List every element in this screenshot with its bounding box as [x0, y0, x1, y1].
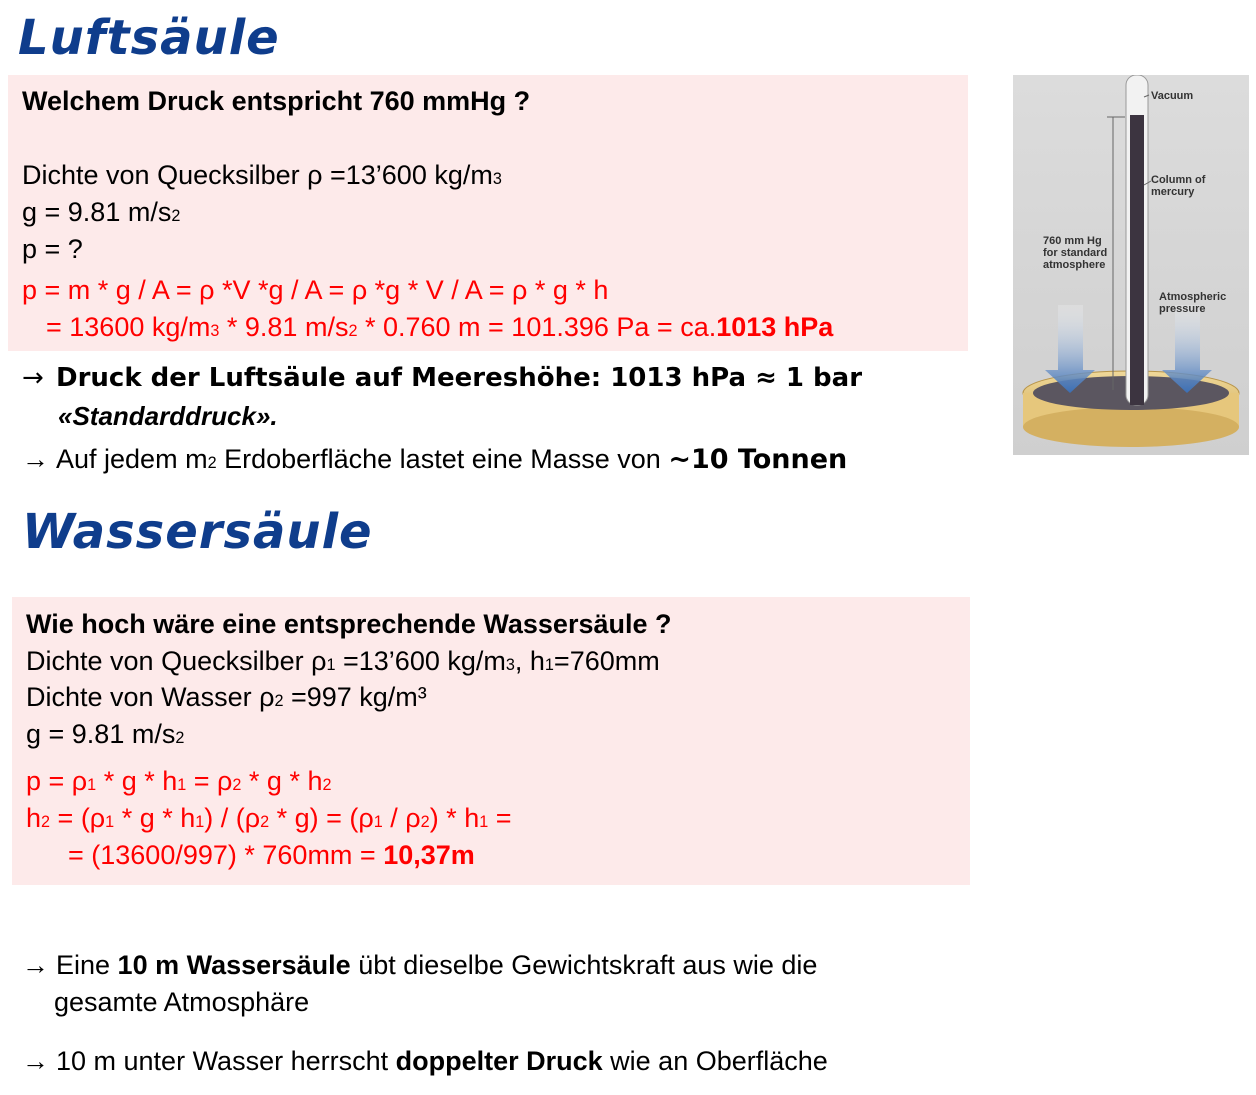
heading-wassersaeule: Wassersäule — [22, 504, 373, 560]
arrow-icon: → — [22, 444, 49, 474]
pressure-calculation: = 13600 $kg/m^3 * 9.81$ $m/s^2 * 0.760$ m = 101.396 Pa = ca.1013 hPa — [46, 312, 834, 342]
arrow-icon: → — [22, 950, 49, 980]
label-column-of-mercury: Column of mercury — [1151, 174, 1206, 198]
arrow-icon: → — [22, 1046, 49, 1076]
luftsaeule-calc-box — [8, 75, 968, 351]
mercury-density: Dichte von Quecksilber ρ =13’600 $kg/m^3$ — [22, 160, 502, 190]
h2-result: = (13600/997) * 760mm = 10,37m — [68, 840, 475, 870]
gravity-value: g = 9.81 $m/s^2$ — [22, 197, 181, 227]
label-atmospheric-pressure: Atmospheric pressure — [1159, 291, 1227, 315]
bullet-ten-tonnes: → Auf jedem $m^2$ Erdoberfläche lastet eine Masse von ~10 Tonnen — [22, 441, 847, 478]
bullet-double-pressure: → 10 m unter Wasser herrscht doppelter Druck wie an Oberfläche — [22, 1043, 828, 1079]
mercury-density-h1: Dichte von Quecksilber $\rho_1$ =13’600 $kg/m^3$, $h_1=760mm$ — [26, 646, 660, 676]
pressure-equality: $p = \rho_1 * g * h_1 = \rho_2 * g * h_2$ — [26, 766, 332, 796]
question-760mmhg: Welchem Druck entspricht 760 mmHg ? — [22, 86, 531, 116]
bullet-standard-pressure: → Druck der Luftsäule auf Meereshöhe: 1013 hPa ≈ 1 bar — [22, 360, 862, 396]
label-vacuum: Vacuum — [1151, 90, 1194, 102]
wassersaeule-calc-box — [12, 597, 970, 885]
heading-luftsaeule: Luftsäule — [18, 10, 280, 66]
standarddruck-label: «Standarddruck». — [58, 401, 278, 431]
bullet-water-column-weight: → Eine 10 m Wassersäule übt dieselbe Gewichtskraft aus wie die — [22, 947, 817, 983]
water-density: Dichte von Wasser $\rho_2 =997$ kg/m³ — [26, 682, 427, 712]
label-760-mmhg: 760 mm Hg for standard atmosphere — [1043, 235, 1108, 271]
pressure-unknown: p = ? — [22, 234, 83, 264]
arrow-icon: → — [22, 363, 44, 393]
h2-formula: $h_2 = (\rho_1 * g * h_1) / (\rho_2 * g) = (\rho_1 / \rho_2) * h_1$ = — [26, 803, 512, 833]
gravity-value-2: g = 9.81 $m/s^2$ — [26, 719, 185, 749]
bullet-water-column-weight-line2: gesamte Atmosphäre — [54, 987, 310, 1017]
question-water-column: Wie hoch wäre eine entsprechende Wassersäule ? — [26, 609, 672, 639]
pressure-formula: p = m * g / A = ρ *V *g / A = ρ *g * V / A = ρ * g * h — [22, 275, 609, 305]
mercury-barometer-figure — [1013, 75, 1249, 455]
